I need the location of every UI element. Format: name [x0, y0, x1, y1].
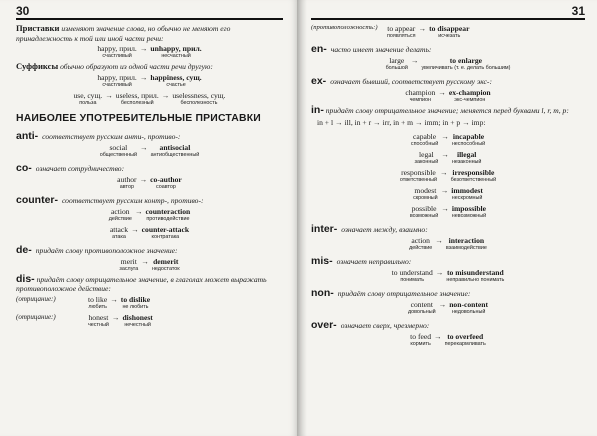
- gutter-shadow: [297, 0, 307, 436]
- example-dis-appear: (противоположность:) to appear появляться → to disappear исчезать: [311, 24, 470, 39]
- arrow-icon: →: [139, 174, 148, 184]
- arrow-icon: →: [438, 88, 446, 97]
- page-left: [0, 0, 297, 436]
- example-co: author автор → co-author соавтор: [117, 174, 182, 190]
- intro-suffixes: [16, 62, 283, 72]
- arrow-icon: →: [105, 90, 113, 100]
- arrow-icon: →: [131, 224, 139, 234]
- arrow-icon: →: [440, 185, 449, 195]
- arrow-icon: →: [434, 331, 442, 341]
- in-assimilation-rule: in + l → ill, in + r → irr, in + m → imm; in + p → imp:: [317, 117, 486, 127]
- example-inter: action действие → interaction взаимодействие: [409, 235, 487, 251]
- arrow-icon: →: [441, 203, 449, 213]
- page-right: [297, 0, 597, 436]
- prefix-inter: inter-: [311, 222, 338, 235]
- entry-ex: ex- означает бывший, соответствует русскому экс-:: [311, 75, 492, 87]
- term-prefixes: Приставки: [16, 23, 60, 33]
- example-happy-unhappy: happy, прил. счастливый → unhappy, прил. несчастный: [97, 44, 202, 59]
- example-over: to feed кормить → to overfeed перекармливать: [410, 331, 486, 347]
- entry-dis: dis- придаёт слову отрицательное значение, в глаголах может выражать противоположное действие:: [16, 272, 267, 293]
- example-anti: social общественный → antisocial антиобщественный: [99, 142, 200, 158]
- page-number-right: 31: [311, 4, 585, 20]
- arrow-icon: →: [435, 235, 443, 245]
- example-dis-like: (отрицание:) to like любить → to dislike не любить: [16, 294, 151, 310]
- prefix-dis: dis-: [16, 272, 35, 285]
- arrow-icon: →: [110, 294, 118, 304]
- entry-anti: anti- соответствует русским анти-, противо-:: [16, 129, 181, 142]
- prefix-counter: counter-: [16, 193, 58, 206]
- term-suffixes: Суффиксы: [16, 61, 59, 71]
- example-in-capable: capable способный → incapable неспособный: [410, 131, 486, 147]
- arrow-icon: →: [139, 142, 148, 152]
- arrow-icon: →: [111, 312, 120, 322]
- arrow-icon: →: [139, 44, 148, 53]
- entry-co: co- означает сотрудничество:: [16, 161, 125, 174]
- arrow-icon: →: [441, 149, 449, 159]
- intro-suffixes-text: обычно образуют из одной части речи другую:: [60, 62, 213, 71]
- example-in-possible: possible возможный → impossible невозможный: [409, 203, 487, 219]
- entry-mis: mis- означает неправильно:: [311, 254, 412, 267]
- page-number-left: 30: [16, 4, 283, 20]
- example-happy-happiness: happy, прил. счастливый → happiness, сущ. счастье: [97, 72, 202, 88]
- arrow-icon: →: [161, 90, 170, 100]
- arrow-icon: →: [141, 256, 149, 266]
- example-mis: to understand понимать → to misunderstand неправильно понимать: [391, 267, 505, 283]
- arrow-icon: →: [440, 167, 448, 177]
- arrow-icon: →: [410, 56, 419, 65]
- entry-counter: counter- соответствует русским контр-, противо-:: [16, 193, 204, 206]
- arrow-icon: →: [418, 24, 427, 33]
- intro-prefixes: [16, 24, 283, 43]
- prefix-over: over-: [311, 318, 337, 331]
- prefix-in: in-: [311, 104, 324, 116]
- intro-prefixes-text: изменяют значение слова, но обычно не меняют его принадлежность к той или иной части речи:: [16, 24, 231, 43]
- entry-in: in- придаёт слову отрицательное значение; меняется перед буквами l, r, m, p:: [311, 104, 569, 116]
- prefix-mis: mis-: [311, 254, 333, 267]
- entry-non: non- придаёт слову отрицательное значение:: [311, 286, 471, 299]
- entry-inter: inter- означает между, взаимно:: [311, 222, 428, 235]
- example-in-legal: legal законный → illegal незаконный: [414, 149, 482, 165]
- arrow-icon: →: [435, 267, 444, 277]
- prefix-ex: ex-: [311, 75, 327, 87]
- example-de: merit заслуга → demerit недостаток: [119, 256, 180, 272]
- prefix-anti: anti-: [16, 129, 39, 142]
- example-in-responsible: responsible ответственный → irresponsible безответственный: [399, 167, 497, 183]
- example-in-modest: modest скромный → immodest нескромный: [413, 185, 483, 201]
- prefix-co: co-: [16, 161, 32, 174]
- prefix-de: de-: [16, 243, 32, 256]
- section-heading: НАИБОЛЕЕ УПОТРЕБИТЕЛЬНЫЕ ПРИСТАВКИ: [16, 112, 261, 124]
- example-counter-attack: attack атака → counter-attack контратака: [109, 224, 190, 240]
- example-use-useless: use, сущ. польза → useless, прил. бесполезный → uselessness, сущ. бесполезность: [73, 90, 226, 106]
- example-dis-honest: (отрицание:) honest честный → dishonest нечестный: [16, 312, 153, 328]
- example-en: large большой → to enlarge увеличивать (т. е. делать большим): [385, 56, 511, 71]
- example-non: content довольный → non-content недовольный: [407, 299, 489, 315]
- arrow-icon: →: [438, 299, 447, 309]
- prefix-non: non-: [311, 286, 334, 299]
- arrow-icon: →: [134, 206, 143, 216]
- example-counter-action: action действие → counteraction противодействие: [108, 206, 191, 222]
- example-ex: champion чемпион → ex-champion экс-чемпион: [405, 88, 491, 103]
- entry-de: de- придаёт слову противоположное значение:: [16, 243, 178, 256]
- prefix-en: en-: [311, 43, 327, 55]
- arrow-icon: →: [139, 72, 148, 82]
- entry-en: en- часто имеет значение делать:: [311, 43, 432, 55]
- arrow-icon: →: [441, 131, 449, 141]
- entry-over: over- означает сверх, чрезмерно:: [311, 318, 430, 331]
